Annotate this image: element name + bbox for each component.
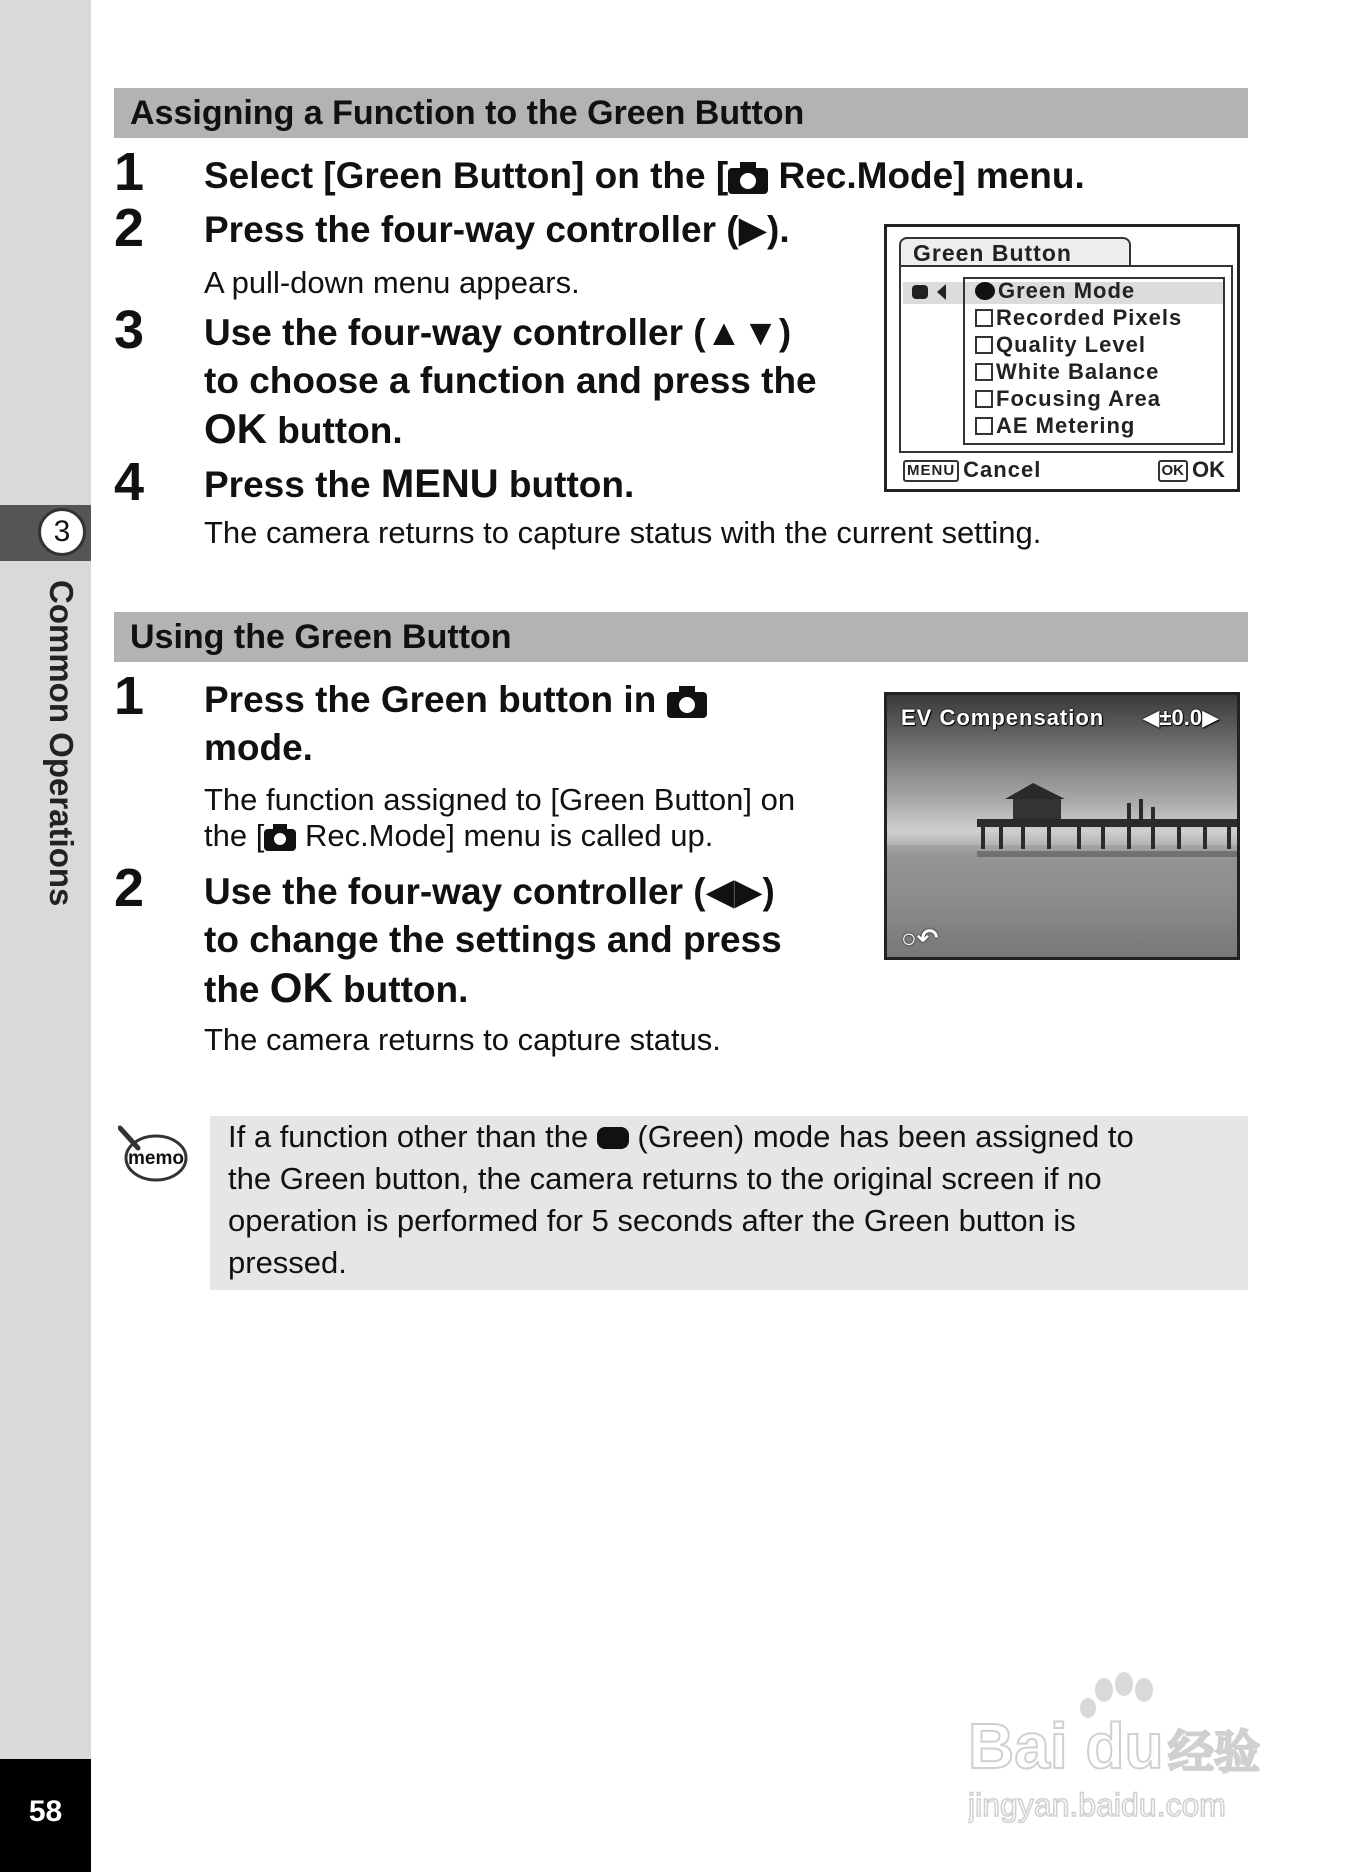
baidu-watermark <box>968 1668 1278 1828</box>
memo-text: the Green button, the camera returns to the original screen if no <box>228 1161 1102 1196</box>
memo-text: pressed. <box>228 1245 347 1280</box>
step-text: Select [Green Button] on the [ Rec.Mode] menu. <box>204 155 1085 196</box>
focusing-area-icon <box>975 390 993 408</box>
memo-box <box>210 1116 1248 1290</box>
svg-text:Bai du: Bai du <box>968 1710 1164 1782</box>
step-text: to change the settings and press <box>204 919 782 960</box>
step-note: The camera returns to capture status with the current setting. <box>204 515 1042 550</box>
menu-item-ae-metering[interactable]: AE Metering <box>975 413 1135 439</box>
step-note: The camera returns to capture status. <box>204 1022 721 1057</box>
step-text: Press the four-way controller (▶). <box>204 209 790 250</box>
ev-compensation-screen <box>884 692 1240 960</box>
svg-text:jingyan.baidu.com: jingyan.baidu.com <box>968 1787 1226 1823</box>
step-text: Use the four-way controller (▲▼) <box>204 312 792 353</box>
step-number: 1 <box>114 142 145 202</box>
memo-text: If a function other than the (Green) mode has been assigned to <box>228 1119 1134 1154</box>
left-arrow-icon <box>937 284 946 300</box>
menu-item-white-balance[interactable]: White Balance <box>975 359 1159 385</box>
step-text: Press the MENU button. <box>204 462 635 506</box>
ok-key: OK <box>1158 460 1189 482</box>
menu-item-quality-level[interactable]: Quality Level <box>975 332 1146 358</box>
step-text: mode. <box>204 727 313 768</box>
chapter-number: 3 <box>38 508 86 556</box>
svg-text:经验: 经验 <box>1168 1725 1260 1779</box>
step-number: 3 <box>114 300 145 360</box>
section-heading-assigning <box>114 88 1248 138</box>
green-mode-icon <box>597 1127 629 1149</box>
step-number: 1 <box>114 666 145 726</box>
white-balance-icon <box>975 363 993 381</box>
step-text: Press the Green button in <box>204 676 707 724</box>
memo-text: operation is performed for 5 seconds after the Green button is <box>228 1203 1076 1238</box>
svg-text:memo: memo <box>128 1148 184 1169</box>
step-number: 2 <box>114 858 145 918</box>
page-number-box <box>0 1759 91 1872</box>
step-note: The function assigned to [Green Button] on <box>204 782 796 817</box>
green-button-menu-screen <box>884 224 1240 492</box>
cancel-hint: MENU Cancel <box>903 457 1041 483</box>
step-note: A pull-down menu appears. <box>204 265 580 300</box>
ev-value: ◀±0.0▶ <box>1142 705 1219 730</box>
menu-key: MENU <box>903 460 959 482</box>
chapter-title: Common Operations <box>43 580 80 907</box>
step-text: the OK button. <box>204 964 469 1011</box>
ok-key-label: OK <box>204 405 267 452</box>
menu-tab: Green Button <box>899 237 1131 267</box>
left-arrow-icon: ◀ <box>1142 705 1160 730</box>
camera-icon <box>264 824 296 848</box>
sidebar <box>0 0 91 1872</box>
step-note: the [ Rec.Mode] menu is called up. <box>204 818 714 853</box>
memo-icon <box>118 1122 188 1184</box>
section-heading-using <box>114 612 1248 662</box>
back-icon: ○↶ <box>901 923 939 953</box>
pier-photo <box>887 695 1240 960</box>
menu-item-green-mode[interactable]: Green Mode <box>975 278 1135 304</box>
step-number: 4 <box>114 452 145 512</box>
step-text: OK button. <box>204 405 403 452</box>
menu-key-label: MENU <box>380 462 499 506</box>
ae-metering-icon <box>975 417 993 435</box>
menu-item-recorded-pixels[interactable]: Recorded Pixels <box>975 305 1182 331</box>
camera-icon <box>728 162 768 190</box>
section-title: Assigning a Function to the Green Button <box>130 94 805 132</box>
section-title: Using the Green Button <box>130 618 512 656</box>
ok-hint: OK OK <box>1158 457 1226 483</box>
right-arrow-icon: ▶ <box>1202 705 1219 730</box>
page-number: 58 <box>28 1795 63 1828</box>
quality-level-icon <box>975 336 993 354</box>
recorded-pixels-icon <box>975 309 993 327</box>
ev-compensation-label: EV Compensation <box>901 705 1105 730</box>
menu-item-focusing-area[interactable]: Focusing Area <box>975 386 1161 412</box>
camera-icon <box>667 686 707 714</box>
step-text: to choose a function and press the <box>204 360 817 401</box>
step-number: 2 <box>114 198 145 258</box>
current-setting-icon <box>912 285 928 299</box>
step-text: Use the four-way controller (◀▶) <box>204 871 775 912</box>
ok-key-label: OK <box>269 964 333 1011</box>
green-mode-icon <box>975 282 995 300</box>
